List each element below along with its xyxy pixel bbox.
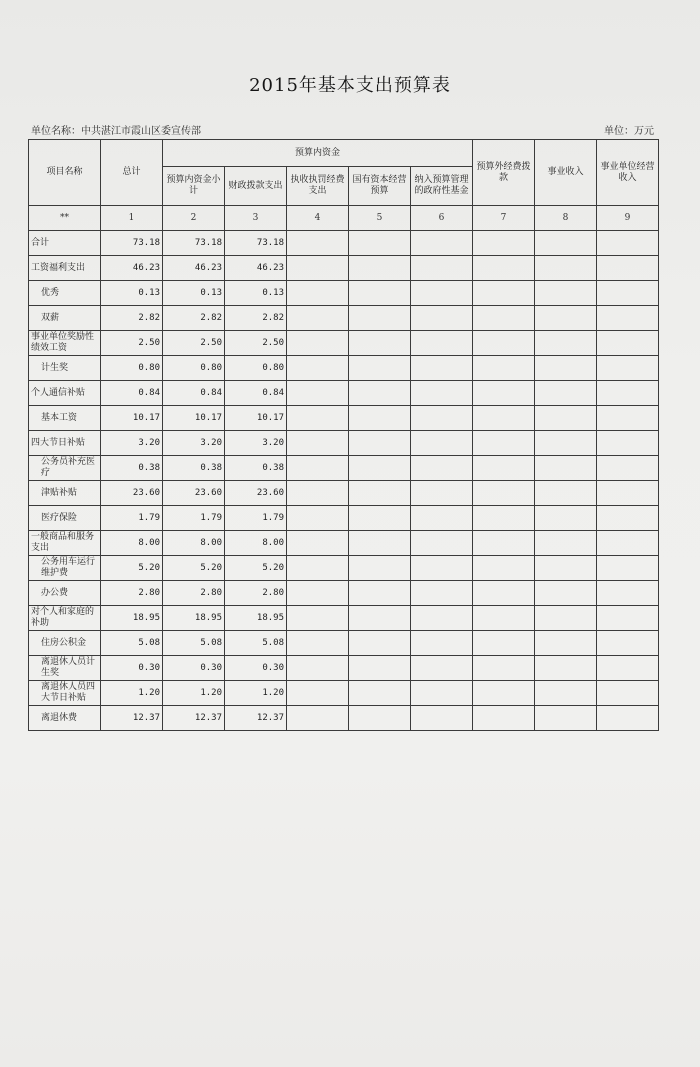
empty-cell [597,706,659,731]
row-fiscal-cell: 2.50 [225,331,287,356]
row-subtotal-cell: 0.38 [163,456,225,481]
empty-cell [349,631,411,656]
row-total-cell: 0.80 [101,356,163,381]
column-index-row [29,206,659,231]
empty-cell [411,381,473,406]
table-row [29,256,659,281]
empty-cell [473,331,535,356]
table-body [29,206,659,731]
empty-cell [473,306,535,331]
row-subtotal-cell: 2.50 [163,331,225,356]
table-row [29,306,659,331]
empty-cell [411,531,473,556]
empty-cell [597,381,659,406]
empty-cell [349,231,411,256]
row-fiscal-cell: 0.30 [225,656,287,681]
row-total-cell: 0.30 [101,656,163,681]
table-row [29,281,659,306]
empty-cell [411,481,473,506]
row-name-cell: 优秀 [29,281,101,306]
empty-cell [473,581,535,606]
empty-cell [597,356,659,381]
empty-cell [535,606,597,631]
empty-cell [349,381,411,406]
empty-cell [287,606,349,631]
row-name-cell: 对个人和家庭的补助 [29,606,101,631]
empty-cell [287,406,349,431]
empty-cell [411,606,473,631]
row-total-cell: 8.00 [101,531,163,556]
empty-cell [535,431,597,456]
empty-cell [597,656,659,681]
row-name-cell: 事业单位奖励性绩效工资 [29,331,101,356]
table-row [29,656,659,681]
index-cell: 7 [473,206,535,231]
empty-cell [411,631,473,656]
row-name-cell: 医疗保险 [29,506,101,531]
budget-table [28,139,659,731]
index-cell: 5 [349,206,411,231]
table-row [29,431,659,456]
row-fiscal-cell: 0.80 [225,356,287,381]
empty-cell [287,656,349,681]
empty-cell [411,656,473,681]
empty-cell [411,706,473,731]
row-fiscal-cell: 46.23 [225,256,287,281]
empty-cell [349,581,411,606]
row-total-cell: 10.17 [101,406,163,431]
row-subtotal-cell: 12.37 [163,706,225,731]
row-name-cell: 计生奖 [29,356,101,381]
empty-cell [597,506,659,531]
row-fiscal-cell: 2.82 [225,306,287,331]
empty-cell [597,556,659,581]
row-total-cell: 5.20 [101,556,163,581]
currency-unit-label: 单位：万元 [604,126,654,137]
header-business-operating: 事业单位经营收入 [597,140,659,206]
row-name-cell: 办公费 [29,581,101,606]
row-subtotal-cell: 0.13 [163,281,225,306]
empty-cell [411,306,473,331]
row-name-cell: 离退休人员计生奖 [29,656,101,681]
empty-cell [535,231,597,256]
empty-cell [597,631,659,656]
empty-cell [473,531,535,556]
empty-cell [473,606,535,631]
table-row [29,631,659,656]
row-fiscal-cell: 23.60 [225,481,287,506]
empty-cell [473,231,535,256]
empty-cell [411,331,473,356]
empty-cell [597,581,659,606]
empty-cell [411,556,473,581]
row-subtotal-cell: 1.79 [163,506,225,531]
row-name-cell: 一般商品和服务支出 [29,531,101,556]
row-name-cell: 基本工资 [29,406,101,431]
row-name-cell: 住房公积金 [29,631,101,656]
empty-cell [287,381,349,406]
row-fiscal-cell: 3.20 [225,431,287,456]
row-fiscal-cell: 73.18 [225,231,287,256]
empty-cell [473,656,535,681]
row-name-cell: 公务用车运行维护费 [29,556,101,581]
empty-cell [473,506,535,531]
index-cell: 6 [411,206,473,231]
header-in-budget-group: 预算内资金 [163,140,473,167]
index-cell: ** [29,206,101,231]
row-total-cell: 5.08 [101,631,163,656]
row-fiscal-cell: 0.13 [225,281,287,306]
empty-cell [473,481,535,506]
table-row [29,456,659,481]
row-name-cell: 双薪 [29,306,101,331]
row-total-cell: 0.38 [101,456,163,481]
empty-cell [535,331,597,356]
table-row [29,406,659,431]
empty-cell [597,281,659,306]
empty-cell [597,331,659,356]
row-name-cell: 离退休人员四大节日补贴 [29,681,101,706]
empty-cell [535,656,597,681]
table-row [29,581,659,606]
empty-cell [287,706,349,731]
empty-cell [535,406,597,431]
empty-cell [287,681,349,706]
empty-cell [349,606,411,631]
empty-cell [349,306,411,331]
empty-cell [349,256,411,281]
row-total-cell: 23.60 [101,481,163,506]
row-name-cell: 公务员补充医疗 [29,456,101,481]
empty-cell [411,506,473,531]
row-fiscal-cell: 2.80 [225,581,287,606]
empty-cell [597,431,659,456]
empty-cell [597,606,659,631]
index-cell: 2 [163,206,225,231]
row-fiscal-cell: 1.20 [225,681,287,706]
row-name-cell: 津贴补贴 [29,481,101,506]
empty-cell [535,706,597,731]
empty-cell [473,281,535,306]
row-name-cell: 个人通信补贴 [29,381,101,406]
empty-cell [349,706,411,731]
row-total-cell: 3.20 [101,431,163,456]
empty-cell [597,231,659,256]
empty-cell [349,356,411,381]
header-total: 总计 [101,140,163,206]
empty-cell [473,631,535,656]
table-row [29,356,659,381]
row-subtotal-cell: 0.80 [163,356,225,381]
empty-cell [411,681,473,706]
row-fiscal-cell: 12.37 [225,706,287,731]
row-subtotal-cell: 2.82 [163,306,225,331]
empty-cell [597,481,659,506]
row-subtotal-cell: 3.20 [163,431,225,456]
row-fiscal-cell: 0.38 [225,456,287,481]
row-fiscal-cell: 8.00 [225,531,287,556]
empty-cell [287,306,349,331]
empty-cell [535,381,597,406]
table-row [29,606,659,631]
row-fiscal-cell: 1.79 [225,506,287,531]
empty-cell [287,281,349,306]
empty-cell [473,381,535,406]
table-row [29,706,659,731]
empty-cell [287,581,349,606]
header-fiscal-appropriation: 财政拨款支出 [225,167,287,206]
empty-cell [411,256,473,281]
empty-cell [411,431,473,456]
row-subtotal-cell: 5.08 [163,631,225,656]
empty-cell [597,681,659,706]
row-subtotal-cell: 10.17 [163,406,225,431]
header-in-budget-subtotal: 预算内资金小计 [163,167,225,206]
index-cell: 4 [287,206,349,231]
empty-cell [535,481,597,506]
empty-cell [411,581,473,606]
empty-cell [535,581,597,606]
table-row [29,531,659,556]
empty-cell [597,256,659,281]
index-cell: 8 [535,206,597,231]
row-fiscal-cell: 5.20 [225,556,287,581]
row-total-cell: 1.79 [101,506,163,531]
row-subtotal-cell: 46.23 [163,256,225,281]
empty-cell [597,306,659,331]
header-fines-fees: 执收执罚经费支出 [287,167,349,206]
row-subtotal-cell: 8.00 [163,531,225,556]
empty-cell [349,431,411,456]
empty-cell [349,406,411,431]
header-off-budget: 预算外经费拨款 [473,140,535,206]
empty-cell [287,331,349,356]
row-name-cell: 离退休费 [29,706,101,731]
header-gov-fund: 纳入预算管理的政府性基金 [411,167,473,206]
empty-cell [473,256,535,281]
empty-cell [287,456,349,481]
row-name-cell: 合计 [29,231,101,256]
empty-cell [287,356,349,381]
empty-cell [287,506,349,531]
page-title: 2015年基本支出预算表 [249,75,451,96]
empty-cell [287,631,349,656]
empty-cell [349,331,411,356]
row-total-cell: 18.95 [101,606,163,631]
empty-cell [287,556,349,581]
row-total-cell: 0.84 [101,381,163,406]
row-name-cell: 工资福利支出 [29,256,101,281]
empty-cell [473,431,535,456]
index-cell: 3 [225,206,287,231]
empty-cell [349,481,411,506]
empty-cell [349,531,411,556]
empty-cell [535,556,597,581]
empty-cell [349,456,411,481]
empty-cell [349,556,411,581]
empty-cell [411,406,473,431]
empty-cell [597,456,659,481]
unit-name-label: 单位名称：中共湛江市霞山区委宣传部 [31,126,201,137]
row-total-cell: 0.13 [101,281,163,306]
row-name-cell: 四大节日补贴 [29,431,101,456]
table-row [29,481,659,506]
empty-cell [473,356,535,381]
row-total-cell: 2.50 [101,331,163,356]
empty-cell [473,706,535,731]
index-cell: 1 [101,206,163,231]
table-row [29,231,659,256]
table-row [29,331,659,356]
row-total-cell: 46.23 [101,256,163,281]
row-subtotal-cell: 5.20 [163,556,225,581]
empty-cell [535,506,597,531]
empty-cell [411,356,473,381]
row-subtotal-cell: 18.95 [163,606,225,631]
row-total-cell: 73.18 [101,231,163,256]
empty-cell [535,531,597,556]
row-subtotal-cell: 1.20 [163,681,225,706]
empty-cell [473,681,535,706]
empty-cell [287,256,349,281]
empty-cell [287,481,349,506]
index-cell: 9 [597,206,659,231]
empty-cell [597,531,659,556]
empty-cell [535,631,597,656]
header-business-income: 事业收入 [535,140,597,206]
row-total-cell: 2.82 [101,306,163,331]
table-row [29,556,659,581]
row-subtotal-cell: 0.84 [163,381,225,406]
empty-cell [287,431,349,456]
empty-cell [349,681,411,706]
row-subtotal-cell: 2.80 [163,581,225,606]
header-state-capital: 国有资本经营预算 [349,167,411,206]
row-fiscal-cell: 18.95 [225,606,287,631]
table-row [29,681,659,706]
empty-cell [411,281,473,306]
row-total-cell: 1.20 [101,681,163,706]
row-subtotal-cell: 23.60 [163,481,225,506]
table-row [29,381,659,406]
row-total-cell: 12.37 [101,706,163,731]
empty-cell [597,406,659,431]
empty-cell [349,281,411,306]
header-project-name: 项目名称 [29,140,101,206]
empty-cell [411,231,473,256]
empty-cell [473,456,535,481]
empty-cell [287,531,349,556]
empty-cell [535,306,597,331]
row-fiscal-cell: 5.08 [225,631,287,656]
row-fiscal-cell: 10.17 [225,406,287,431]
row-total-cell: 2.80 [101,581,163,606]
empty-cell [349,656,411,681]
empty-cell [349,506,411,531]
empty-cell [535,256,597,281]
empty-cell [473,406,535,431]
row-subtotal-cell: 73.18 [163,231,225,256]
empty-cell [411,456,473,481]
row-fiscal-cell: 0.84 [225,381,287,406]
empty-cell [535,681,597,706]
table-row [29,506,659,531]
empty-cell [535,456,597,481]
empty-cell [535,281,597,306]
row-subtotal-cell: 0.30 [163,656,225,681]
empty-cell [287,231,349,256]
empty-cell [473,556,535,581]
empty-cell [535,356,597,381]
